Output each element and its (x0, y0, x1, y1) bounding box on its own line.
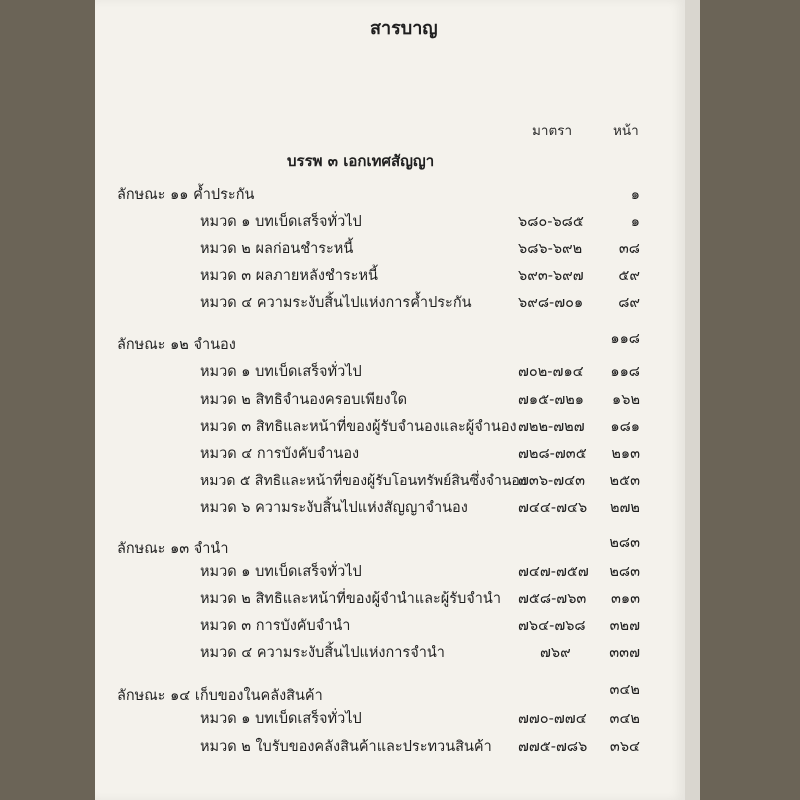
section-range: ๗๕๘-๗๖๓ (518, 591, 587, 607)
page-number: ๑ (630, 187, 640, 203)
toc-chapter-entry: หมวด ๑ บทเบ็ดเสร็จทั่วไป (200, 564, 362, 580)
column-header-page: หน้า (613, 123, 639, 139)
toc-chapter-entry: หมวด ๖ ความระงับสิ้นไปแห่งสัญญาจำนอง (200, 500, 468, 516)
page-number: ๓๔๒ (609, 711, 640, 727)
toc-title-entry: ลักษณะ ๑๒ จำนอง (117, 337, 236, 353)
toc-chapter-entry: หมวด ๑ บทเบ็ดเสร็จทั่วไป (200, 711, 362, 727)
page-number: ๓๘ (618, 241, 640, 257)
toc-chapter-entry: หมวด ๒ สิทธิจำนองครอบเพียงใด (200, 392, 408, 408)
page-number: ๑๑๘ (610, 331, 640, 347)
section-range: ๗๔๔-๗๔๖ (518, 500, 588, 516)
toc-chapter-entry: หมวด ๒ ผลก่อนชำระหนี้ (200, 241, 354, 257)
section-range: ๗๗๕-๗๘๖ (518, 739, 588, 755)
toc-title-entry: ลักษณะ ๑๓ จำนำ (117, 541, 229, 557)
toc-title: สารบาญ (370, 18, 438, 39)
section-range: ๗๗๐-๗๗๔ (518, 711, 587, 727)
page-number: ๑๘๑ (610, 419, 640, 435)
column-header-section: มาตรา (532, 123, 573, 139)
section-range: ๗๔๗-๗๕๗ (518, 564, 589, 580)
toc-chapter-entry: หมวด ๒ ใบรับของคลังสินค้าและประทวนสินค้า (200, 739, 492, 755)
section-range: ๗๓๖-๗๔๓ (518, 473, 586, 489)
page-number: ๘๙ (618, 295, 640, 311)
page-number: ๒๑๓ (611, 446, 640, 462)
toc-chapter-entry: หมวด ๓ การบังคับจำนำ (200, 618, 351, 634)
section-range: ๗๒๘-๗๓๕ (518, 446, 587, 462)
page-edge (685, 0, 700, 800)
section-range: ๗๑๕-๗๒๑ (518, 392, 584, 408)
part-heading: บรรพ ๓ เอกเทศสัญญา (287, 152, 435, 170)
toc-title-entry: ลักษณะ ๑๑ ค้ำประกัน (117, 187, 255, 203)
toc-chapter-entry: หมวด ๔ ความระงับสิ้นไปแห่งการค้ำประกัน (200, 295, 472, 311)
section-range: ๖๘๖-๖๙๒ (518, 241, 583, 257)
section-range: ๖๙๘-๗๐๑ (518, 295, 584, 311)
page-number: ๓๒๗ (609, 618, 640, 634)
page-number: ๒๕๓ (609, 473, 640, 489)
toc-chapter-entry: หมวด ๑ บทเบ็ดเสร็จทั่วไป (200, 364, 362, 380)
toc-chapter-entry: หมวด ๕ สิทธิและหน้าที่ของผู้รับโอนทรัพย์สินซึ่งจำนอง (200, 473, 527, 489)
section-range: ๗๒๒-๗๒๗ (518, 419, 585, 435)
page-number: ๕๙ (618, 268, 640, 284)
section-range: ๗๐๒-๗๑๔ (518, 364, 584, 380)
toc-chapter-entry: หมวด ๒ สิทธิและหน้าที่ของผู้จำนำและผู้รับจำนำ (200, 591, 501, 607)
section-range: ๗๖๙ (540, 645, 571, 661)
page-number: ๑๑๘ (610, 364, 640, 380)
toc-chapter-entry: หมวด ๓ ผลภายหลังชำระหนี้ (200, 268, 378, 284)
toc-chapter-entry: หมวด ๑ บทเบ็ดเสร็จทั่วไป (200, 214, 362, 230)
section-range: ๖๙๓-๖๙๗ (518, 268, 584, 284)
section-range: ๖๘๐-๖๘๕ (518, 214, 584, 230)
section-range: ๗๖๔-๗๖๘ (518, 618, 586, 634)
toc-title-entry: ลักษณะ ๑๔ เก็บของในคลังสินค้า (117, 688, 323, 704)
page-number: ๒๘๓ (609, 535, 640, 551)
toc-chapter-entry: หมวด ๔ ความระงับสิ้นไปแห่งการจำนำ (200, 645, 445, 661)
page-number: ๒๗๒ (609, 500, 640, 516)
page-number: ๓๑๓ (610, 591, 640, 607)
toc-chapter-entry: หมวด ๔ การบังคับจำนอง (200, 446, 360, 462)
toc-chapter-entry: หมวด ๓ สิทธิและหน้าที่ของผู้รับจำนองและผู้จำนอง (200, 419, 517, 435)
page-number: ๓๓๗ (609, 645, 640, 661)
page-number: ๓๔๒ (609, 682, 640, 698)
page-number: ๒๘๓ (609, 564, 640, 580)
page-number: ๑๖๒ (612, 392, 640, 408)
page-number: ๓๖๔ (609, 739, 640, 755)
page-number: ๑ (630, 214, 640, 230)
